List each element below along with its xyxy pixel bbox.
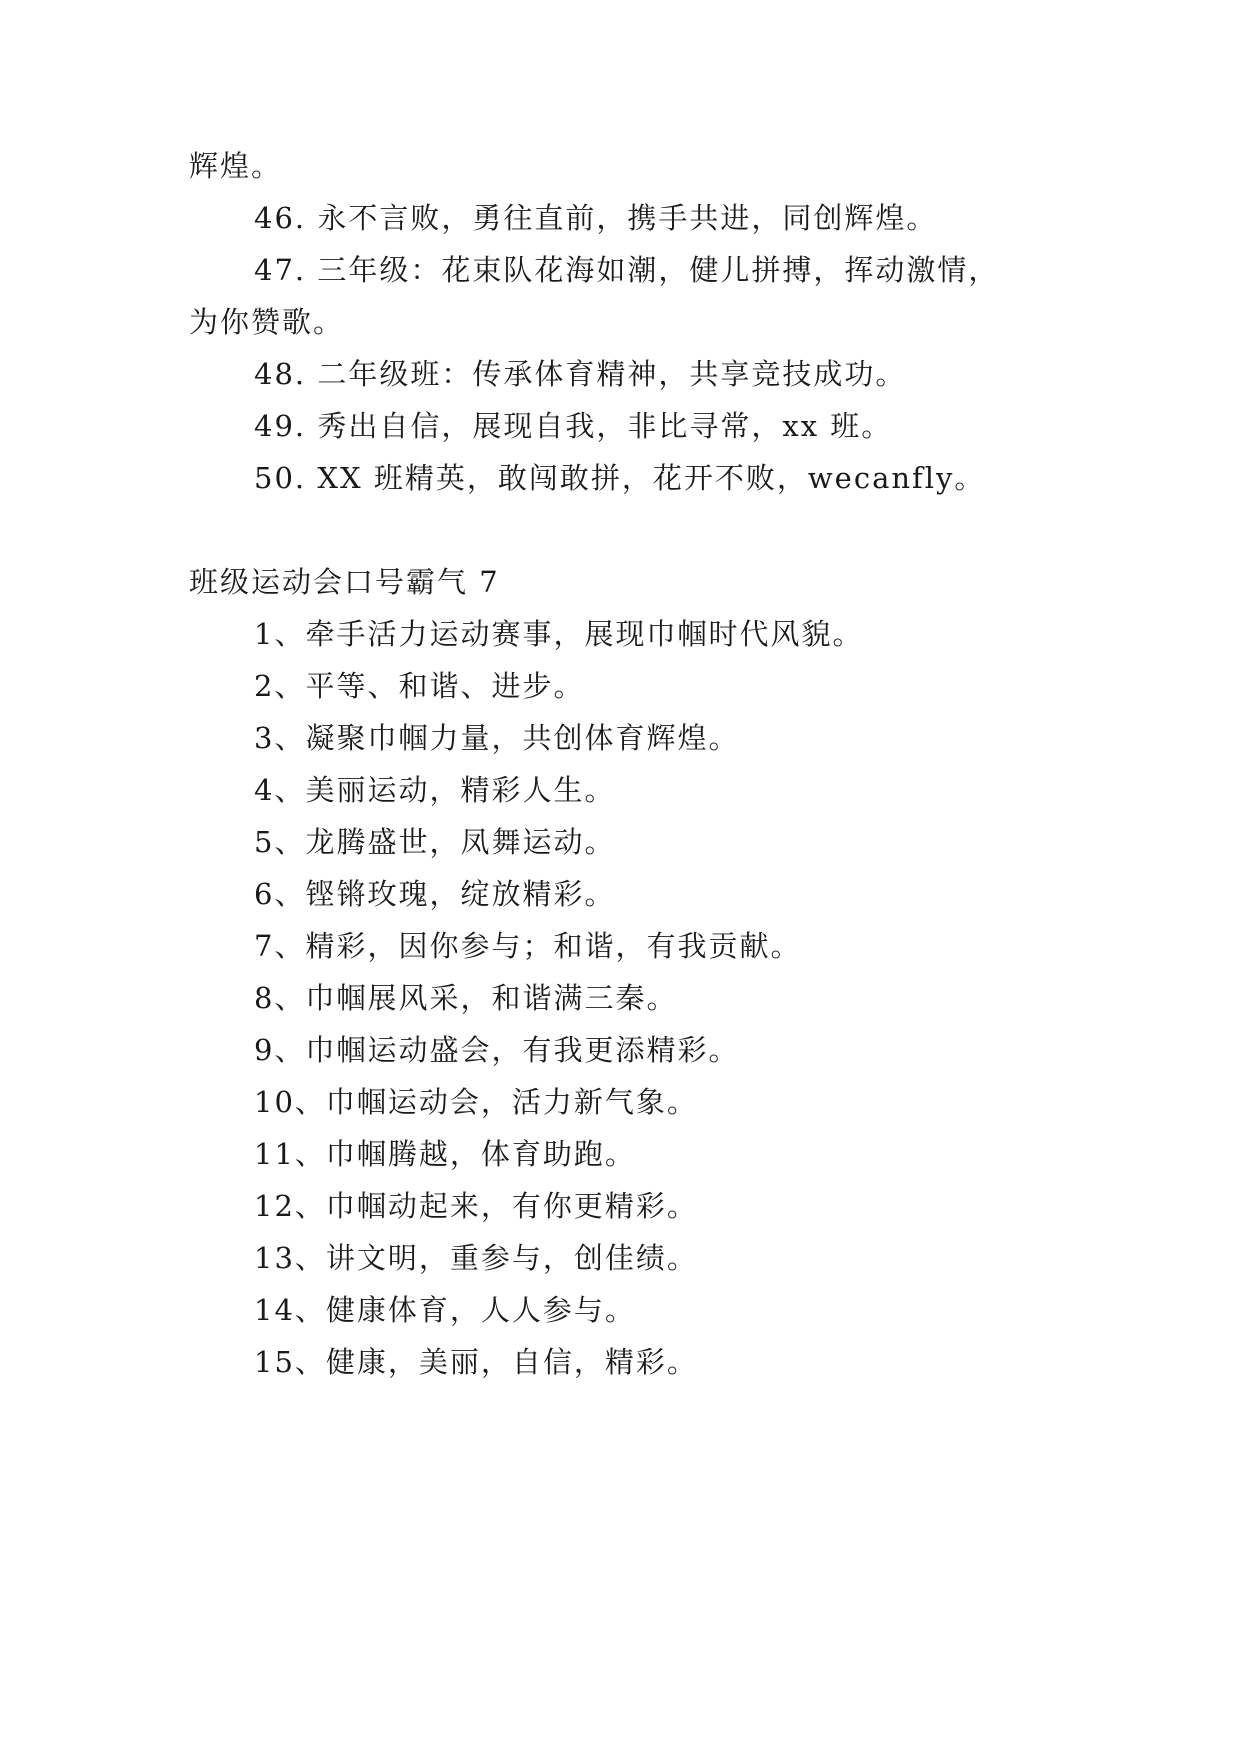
slogan-item-48: 48. 二年级班：传承体育精神，共享竞技成功。 bbox=[254, 357, 907, 391]
list-item: 10、巾帼运动会，活力新气象。 bbox=[254, 1085, 698, 1119]
list-item: 9、巾帼运动盛会，有我更添精彩。 bbox=[254, 1033, 740, 1067]
list-item: 1、牵手活力运动赛事，展现巾帼时代风貌。 bbox=[254, 617, 864, 651]
list-item: 11、巾帼腾越，体育助跑。 bbox=[254, 1137, 636, 1171]
slogan-item-47: 47. 三年级：花束队花海如潮，健儿拼搏，挥动激情， bbox=[254, 253, 1000, 287]
list-item: 12、巾帼动起来，有你更精彩。 bbox=[254, 1189, 698, 1223]
slogan-item-49: 49. 秀出自信，展现自我，非比寻常，xx 班。 bbox=[254, 409, 893, 443]
slogan-item-46: 46. 永不言败，勇往直前，携手共进，同创辉煌。 bbox=[254, 201, 938, 235]
slogan-item-47-continuation: 为你赞歌。 bbox=[189, 305, 345, 339]
list-item: 14、健康体育，人人参与。 bbox=[254, 1293, 636, 1327]
list-item: 4、美丽运动，精彩人生。 bbox=[254, 773, 616, 807]
list-item: 2、平等、和谐、进步。 bbox=[254, 669, 585, 703]
section-title: 班级运动会口号霸气 7 bbox=[189, 565, 500, 599]
list-item: 15、健康，美丽，自信，精彩。 bbox=[254, 1345, 698, 1379]
list-item: 6、铿锵玫瑰，绽放精彩。 bbox=[254, 877, 616, 911]
text-line-continuation: 辉煌。 bbox=[189, 149, 283, 183]
list-item: 5、龙腾盛世，凤舞运动。 bbox=[254, 825, 616, 859]
slogan-item-50: 50. XX 班精英，敢闯敢拼，花开不败，wecanfly。 bbox=[254, 461, 986, 495]
list-item: 7、精彩，因你参与；和谐，有我贡献。 bbox=[254, 929, 802, 963]
list-item: 3、凝聚巾帼力量，共创体育辉煌。 bbox=[254, 721, 740, 755]
list-item: 8、巾帼展风采，和谐满三秦。 bbox=[254, 981, 678, 1015]
list-item: 13、讲文明，重参与，创佳绩。 bbox=[254, 1241, 698, 1275]
